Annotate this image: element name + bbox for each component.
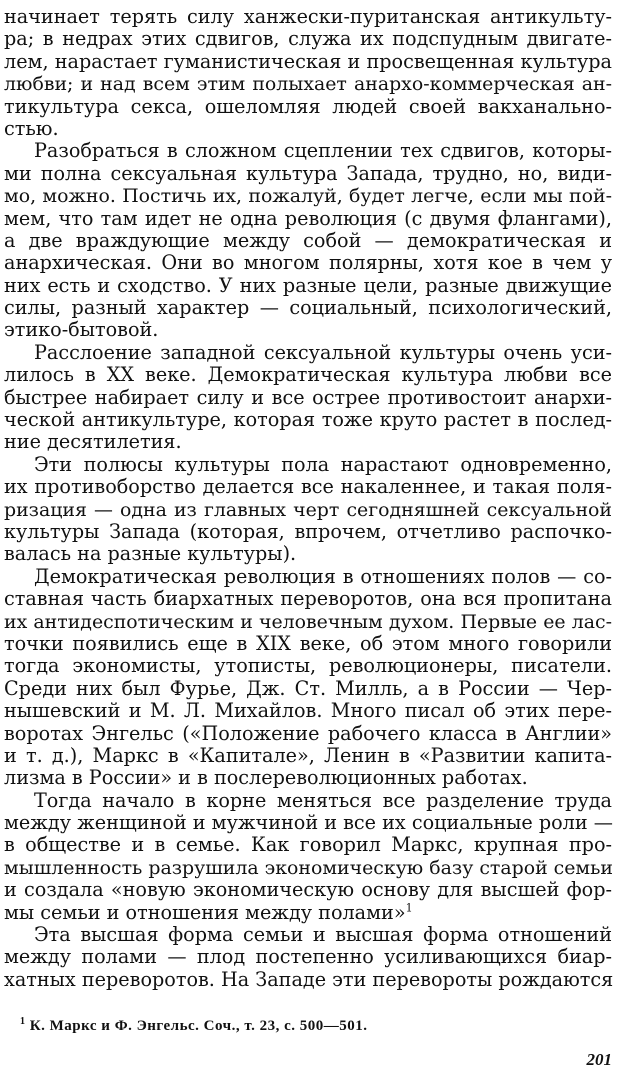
text-line-content: тикультура секса, ошеломляя людей своей вакханально- [4, 94, 612, 118]
text-line-content: а две враждующие между собой — демократическая и [4, 228, 612, 252]
text-line [4, 902, 612, 924]
text-line-content: мем, что там идет не одна революция (с двумя флангами), [4, 206, 612, 230]
text-line [4, 678, 612, 700]
text-line [4, 969, 612, 991]
text-line [4, 588, 612, 610]
text-line-content: Тогда начало в корне меняться все разделение труда [34, 788, 612, 812]
text-line-content: них есть и сходство. У них разные цели, разные движущие [4, 273, 612, 297]
text-line [4, 297, 612, 319]
footnote-text: К. Маркс и Ф. Энгельс. Соч., т. 23, с. 500—501. [29, 1018, 368, 1034]
text-line-content: их антидеспотическим и человечным духом. Первые ее лас- [4, 610, 612, 633]
text-line [4, 118, 612, 140]
footnote-mark: 1 [20, 1016, 26, 1027]
text-line [4, 454, 612, 476]
text-line [4, 319, 612, 341]
text-line-content: Среди них был Фурье, Дж. Ст. Милль, а в России — Чер- [4, 676, 612, 700]
text-line-content: Эта высшая форма семьи и высшая форма отношений [34, 923, 612, 947]
text-line [4, 700, 612, 722]
text-line [4, 924, 612, 946]
text-line [4, 185, 612, 207]
text-line-content: этико-бытовой. [4, 318, 159, 342]
text-line-content: ми полна сексуальная культура Запада, трудно, но, види- [4, 161, 612, 185]
text-line-content: любви; и над всем этим полыхает анархо-коммерческая ан- [4, 73, 612, 96]
text-line-content: быстрее набирает силу и все острее противостоит анархи- [4, 385, 612, 409]
text-line [4, 6, 612, 28]
text-line [4, 140, 612, 162]
text-line [4, 812, 612, 834]
text-line [4, 252, 612, 274]
text-line-content: культуры Запада (которая, впрочем, отчетливо распочко- [4, 519, 612, 543]
text-line [4, 723, 612, 745]
text-line [4, 566, 612, 588]
text-line-content: лилось в XX веке. Демократическая культура любви все [4, 363, 612, 387]
text-line [4, 543, 612, 565]
page-body [4, 6, 612, 991]
text-line [4, 208, 612, 230]
text-line [4, 946, 612, 968]
text-line-content: Разобраться в сложном сцеплении тех сдвигов, которы- [34, 139, 612, 163]
text-line-content: ние десятилетия. [4, 430, 182, 454]
text-line-content: начинает терять силу ханжески-пуританская антикульту- [4, 5, 612, 28]
text-line-content: ризация — одна из главных черт сегодняшней сексуальной [4, 498, 612, 521]
text-line-content: мы семьи и отношения между полами» [4, 900, 406, 924]
text-line-content: анархическая. Они во многом полярны, хотя кое в чем у [4, 251, 612, 275]
text-line-content: точки появились еще в XIX веке, об этом много говорили [4, 631, 612, 655]
text-line-content: Расслоение западной сексуальной культуры очень уси- [34, 340, 612, 364]
text-line [4, 73, 612, 95]
text-line-content: лизма в России» и в послереволюционных работах. [4, 766, 528, 790]
text-line [4, 28, 612, 50]
text-line [4, 275, 612, 297]
text-line-content: ра; в недрах этих сдвигов, служа их подспудным двигате- [4, 27, 612, 51]
text-line-content: нышевский и М. Л. Михайлов. Много писал об этих пере- [4, 699, 612, 723]
text-line-content: силы, разный характер — социальный, психологический, [4, 296, 612, 320]
footnote [20, 1018, 367, 1035]
text-line-content: тогда экономисты, утописты, революционеры, писатели. [4, 654, 612, 678]
text-line-content: и создала «новую экономическую основу для высшей фор- [4, 878, 612, 902]
text-line-content: ческой антикультуре, которая тоже круто растет в послед- [4, 408, 612, 432]
text-line [4, 879, 612, 901]
text-line-content: в обществе и в семье. Как говорил Маркс, крупная про- [4, 833, 612, 857]
text-line [4, 521, 612, 543]
text-line-content: Эти полюсы культуры пола нарастают одновременно, [34, 452, 612, 476]
text-line [4, 387, 612, 409]
text-line [4, 364, 612, 386]
text-line [4, 431, 612, 453]
text-line-content: ставная часть биархатных переворотов, она вся пропитана [4, 587, 612, 611]
text-line [4, 409, 612, 431]
text-line-content: стью. [4, 116, 59, 140]
text-line [4, 767, 612, 789]
page-number: 201 [586, 1050, 612, 1069]
text-line-content: и т. д.), Маркс в «Капитале», Ленин в «Развитии капита- [4, 743, 612, 767]
text-line [4, 342, 612, 364]
text-line-content: между полами — плод постепенно усиливающихся биар- [4, 945, 612, 969]
text-line [4, 51, 612, 73]
text-line-content: Демократическая революция в отношениях полов — со- [34, 564, 612, 588]
text-line [4, 655, 612, 677]
text-line-content: хатных переворотов. На Западе эти перевороты рождаются [4, 967, 614, 991]
text-line [4, 633, 612, 655]
text-line [4, 611, 612, 633]
text-line [4, 790, 612, 812]
text-line-content: между женщиной и мужчиной и все их социальные роли — [4, 811, 613, 835]
body-text [4, 6, 612, 991]
text-line [4, 230, 612, 252]
text-line-content: мо, можно. Постичь их, пожалуй, будет легче, если мы пой- [4, 185, 612, 208]
text-line [4, 476, 612, 498]
text-line-content: лем, нарастает гуманистическая и просвещенная культура [4, 49, 612, 73]
text-line [4, 499, 612, 521]
text-line-content: воротах Энгельс («Положение рабочего класса в Англии» [4, 721, 612, 745]
footnote-reference: 1 [405, 901, 413, 915]
text-line-content: их противоборство делается все накаленнее, и такая поля- [4, 475, 612, 499]
text-line [4, 857, 612, 879]
text-line [4, 745, 612, 767]
text-line [4, 163, 612, 185]
text-line [4, 96, 612, 118]
text-line-content: мышленность разрушила экономическую базу старой семьи [4, 856, 614, 879]
text-line-content: валась на разные культуры). [4, 542, 297, 566]
text-line [4, 834, 612, 856]
